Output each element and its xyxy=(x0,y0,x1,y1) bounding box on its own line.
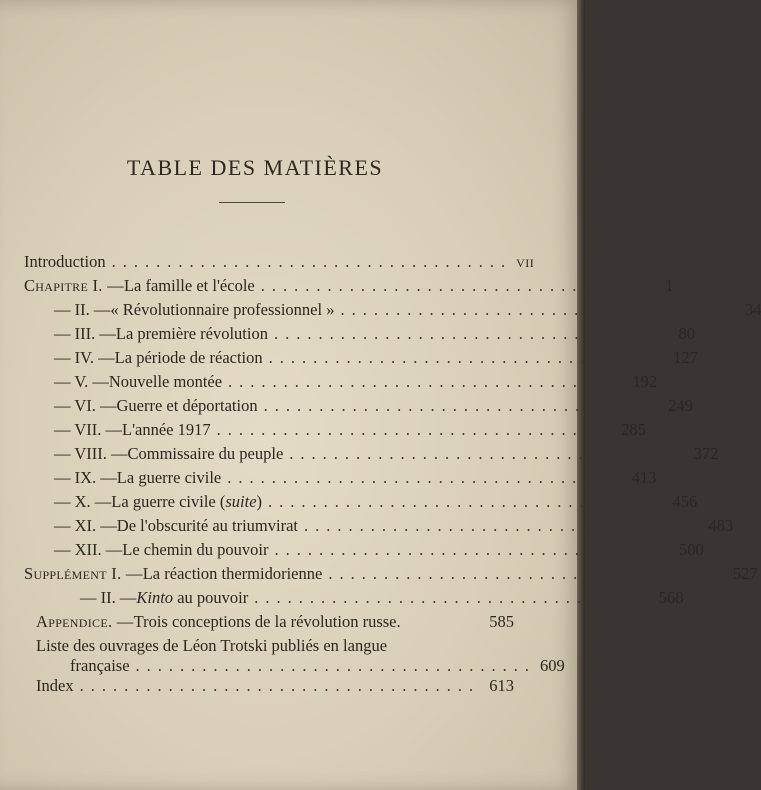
toc-label: De l'obscurité au triumvirat xyxy=(116,516,299,535)
toc-page-number: 585 xyxy=(489,612,514,631)
toc-page-number: 609 xyxy=(540,656,565,675)
dot-leader: .................................... xyxy=(216,420,618,439)
dot-leader: .................................... xyxy=(111,252,513,271)
toc-page-number: 80 xyxy=(678,324,695,343)
toc-label: La famille et l'école xyxy=(123,276,255,295)
toc-entry-chapter-5 xyxy=(24,372,658,394)
toc-label: La première révolution xyxy=(115,324,268,343)
toc-label-italic: suite xyxy=(225,492,257,511)
toc-label: La réaction thermidorienne xyxy=(142,564,323,583)
dot-leader: .................................... xyxy=(79,676,481,695)
toc-label: « Révolutionnaire professionnel » xyxy=(110,300,335,319)
toc-prefix: Appendice. — xyxy=(36,612,134,631)
toc-label xyxy=(136,588,248,608)
toc-prefix: — VI. — xyxy=(54,396,117,415)
toc-label: La guerre civile xyxy=(116,468,222,487)
toc-prefix: — X. — xyxy=(54,492,112,511)
toc-prefix: — XI. — xyxy=(54,516,117,535)
toc-label-plain: La guerre civile xyxy=(111,492,220,511)
toc-label: La guerre civile (suite) xyxy=(111,492,263,511)
dot-leader: .................................... xyxy=(227,468,628,487)
toc-entry-chapter-4 xyxy=(24,348,698,370)
toc-entry-chapter-9 xyxy=(24,468,657,490)
toc-label: Le chemin du pouvoir xyxy=(122,540,269,559)
toc-entry-chapter-10 xyxy=(24,492,698,514)
toc-page-number: 456 xyxy=(672,492,698,511)
toc-page-number: 127 xyxy=(673,348,698,367)
toc-entry-chapter-2 xyxy=(24,300,761,322)
toc-page-number: 568 xyxy=(658,588,684,607)
toc-label: Introduction xyxy=(24,252,106,271)
toc-page-number: 500 xyxy=(678,540,704,559)
toc-page-number: 285 xyxy=(621,420,646,439)
dot-leader: .................................... xyxy=(328,564,729,583)
toc-page-number: 249 xyxy=(668,396,693,415)
toc-label-plain: au pouvoir xyxy=(173,588,249,607)
dot-leader: .................................... xyxy=(135,656,537,675)
toc-entry-appendix xyxy=(24,612,514,634)
toc-label: Guerre et déportation xyxy=(116,396,258,415)
toc-prefix: — IX. — xyxy=(54,468,117,487)
toc-page-number: 613 xyxy=(489,676,514,695)
toc-entry-chapter-12 xyxy=(24,540,704,562)
dot-leader: .................................... xyxy=(260,276,662,295)
toc-entry-introduction xyxy=(24,252,535,274)
toc-prefix: — IV. — xyxy=(54,348,115,367)
toc-entry-bibliography xyxy=(24,636,514,658)
dot-leader: .................................... xyxy=(228,372,629,391)
dot-leader: .................................... xyxy=(254,588,655,607)
toc-page-number: 413 xyxy=(631,468,657,487)
dot-leader: .................................... xyxy=(340,300,741,319)
toc-label: Liste des ouvrages de Léon Trotski publiés en langue xyxy=(36,636,388,655)
dot-leader: .................................... xyxy=(273,324,675,343)
page-edge xyxy=(577,0,585,790)
toc-page-number: VII xyxy=(516,256,535,270)
toc-label: L'année 1917 xyxy=(121,420,211,439)
toc-prefix: — V. — xyxy=(54,372,109,391)
toc-page-number: 372 xyxy=(693,444,719,463)
toc-entry-chapter-3 xyxy=(24,324,695,346)
toc-page-number: 1 xyxy=(665,276,674,295)
toc-label: Nouvelle montée xyxy=(108,372,223,391)
toc-page-number: 527 xyxy=(732,564,758,583)
toc-entry-bibliography-cont xyxy=(24,656,565,678)
toc-entry-chapter-7 xyxy=(24,420,646,442)
toc-label: Trois conceptions de la révolution russe. xyxy=(133,612,401,631)
dot-leader: .................................... xyxy=(268,348,670,367)
toc-label: Commissaire du peuple xyxy=(127,444,284,463)
toc-label-italic: Kinto xyxy=(136,588,174,607)
toc-label: Index xyxy=(36,676,74,695)
toc-label: La période de réaction xyxy=(114,348,263,367)
toc-prefix: — II. — xyxy=(80,588,137,607)
toc-page-number: 34 xyxy=(744,300,761,319)
toc-prefix: — III. — xyxy=(54,324,116,343)
toc-entry-chapter-11 xyxy=(24,516,734,538)
dot-leader: .................................... xyxy=(263,396,665,415)
dot-leader: .................................... xyxy=(274,540,675,559)
toc-entry-chapter-8 xyxy=(24,444,719,466)
toc-entry-supplement-2 xyxy=(24,588,684,610)
toc-prefix: Supplément I. — xyxy=(24,564,143,583)
dot-leader: .................................... xyxy=(304,516,705,535)
toc-prefix: — VIII. — xyxy=(54,444,128,463)
toc-label: française xyxy=(70,656,130,675)
page-title: TABLE DES MATIÈRES xyxy=(126,155,384,180)
toc-entry-index xyxy=(24,676,514,698)
toc-prefix: — VII. — xyxy=(54,420,122,439)
toc-entry-chapter-1 xyxy=(24,276,674,298)
toc-page-number: 483 xyxy=(708,516,734,535)
dot-leader: .................................... xyxy=(289,444,690,463)
dot-leader: .................................... xyxy=(268,492,669,511)
toc-entry-chapter-6 xyxy=(24,396,693,418)
toc-prefix: — XII. — xyxy=(54,540,123,559)
toc-entry-supplement-1 xyxy=(24,564,758,586)
toc-prefix: — II. — xyxy=(54,300,111,319)
toc-page-number: 192 xyxy=(632,372,658,391)
toc-prefix: Chapitre I. — xyxy=(24,276,124,295)
title-rule xyxy=(219,202,285,203)
